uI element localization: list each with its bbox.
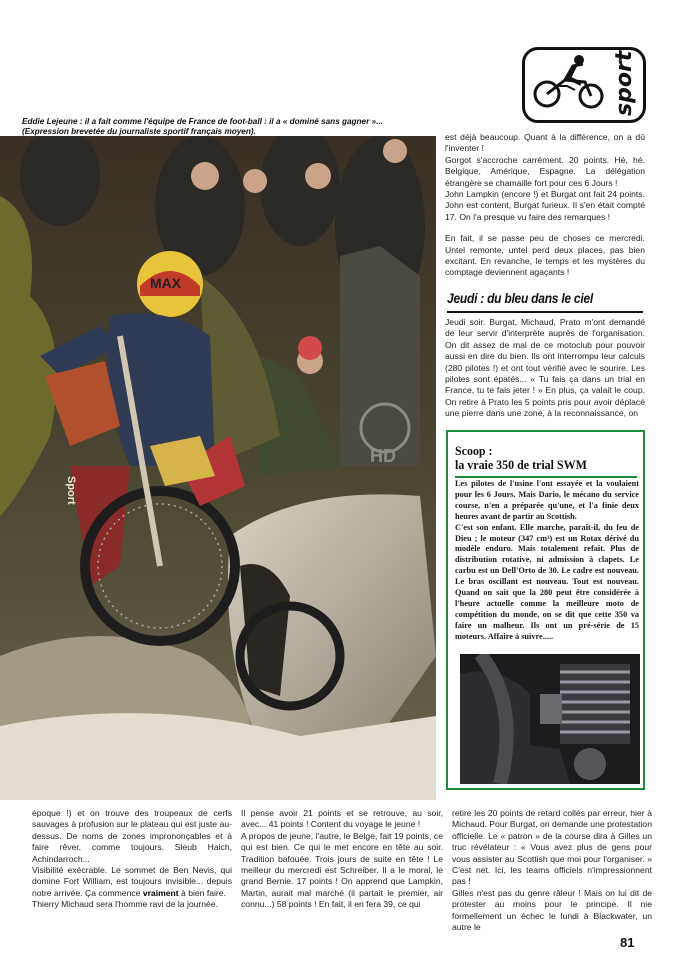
heading-rule — [447, 311, 643, 313]
watermark-logo — [350, 398, 420, 468]
engine-photo — [460, 654, 640, 784]
paragraph: retire les 20 points de retard collés par erreur, hier à Michaud. Pour Burgat, on demande une protestation officielle. Le « patron » de la course dira à Gilles un truc révélateur : « Vous avez plus de gens pour vous assister au Scottish que moi pour l'organiser. » C'est net. Ici, les teams officiels n'impressionnent pas ! — [452, 808, 652, 887]
scoop-title — [455, 444, 625, 471]
right-column-top — [445, 132, 645, 279]
jersey-text: Sport — [65, 476, 77, 505]
paragraph: Jeudi soir. Burgat, Michaud, Prato m'ont demandé de leur servir d'interprète auprès de l'organisation. On dit assez de mal de ce motoclub pour pouvoir aussi en dire du bien. Ils ont interrompu leur calculs (280 pilotes !) et ont tout vérifié avec le sourire. Les pilotes sont épatés... « Tu fais ça dans un trial en France, tu te fais jeter ! » En plus, ça valait le coup. On retire à Prato les 5 points pris pour avoir déplacé une pierre dans une zone, à la reconnaissance, on — [445, 317, 645, 419]
paragraph: C'est son enfant. Elle marche, paraît-il, du feu de Dieu ; le moteur (347 cm³) est un Rotax dérivé du modèle enduro. Mais totalement refait. Plus de distribution rotative, ni admission à clapets. Le carbu est un Dell'Orto de 30. Le cadre est nouveau. Le bras oscillant est nouveau. Tout est nouveau. Quand on sait que la 280 peut être considérée à l'heure actuelle comme la meilleure moto de compétition du monde, on se dit que cette 350 va faire un malheur. Ils ont un pré-série de 15 moteurs. Affaire à suivre..... — [455, 522, 639, 641]
main-photo-trial-rider — [0, 136, 436, 800]
caption-line: (Expression brevetée du journaliste sportif français moyen). — [22, 127, 256, 136]
bottom-column-3 — [452, 808, 652, 933]
paragraph: John Lampkin (encore !) et Burgat ont fait 24 points. John est content, Burgat furieux. Il s'en était compté 17. On l'a presque vu faire des remarques ! — [445, 189, 645, 222]
paragraph: A propos de jeune, l'autre, le Belge, fait 19 points, ce qui est bien. Ce qui le met encore en tête au soir. Tradition bafouée. Trois jours de suite en tête ! Le meilleur du mercredi est Schreiber. Il a le moral, le grand Bernie. 17 points ! On apprend que Lampkin, Martin, aurait mal marché (il partait le premier, air connu...) 58 points ! En fait, il en fera 39, ce qui — [241, 830, 443, 910]
emphasis: vraiment — [142, 887, 179, 898]
paragraph: Les pilotes de l'usine l'ont essayée et la voulaient pour les 6 Jours. Mais Dario, le mécano du service course, n'en a préparée qu'une, et l'a finie deux heures avant de partir au Scottish. — [455, 479, 639, 521]
bottom-column-2 — [241, 808, 443, 911]
scoop-body — [455, 479, 639, 643]
helmet-text: MAX — [150, 275, 182, 291]
bottom-column-1 — [32, 808, 232, 911]
logo-text: sport — [612, 50, 637, 116]
sport-logo — [522, 47, 646, 123]
caption-line: Eddie Lejeune : il a fait comme l'équipe de France de foot-ball : il a « dominé sans gagner »... — [22, 117, 383, 126]
scoop-title-line: la vraie 350 de trial SWM — [455, 456, 587, 472]
paragraph: est déjà beaucoup. Quant à la différence, on a dû l'inventer ! — [445, 132, 645, 154]
paragraph: Thierry Michaud sera l'homme ravi de la journée. — [32, 899, 219, 910]
paragraph: En fait, il se passe peu de choses ce mercredi. Untel remonte, untel perd deux places, pas bien excitant. En revanche, le temps et les mystères du comptage deviennent agaçants ! — [445, 233, 645, 278]
paragraph: Gilles n'est pas du genre râleur ! Mais on lui dit de protester au moins pour le principe. Il nie formellement un échec le lundi à Blackwater, un autre le — [452, 887, 652, 933]
scoop-title-line: Scoop : — [455, 443, 493, 458]
watermark-text: HD — [370, 446, 396, 466]
text-run: Visibilité exécrable. Le sommet de Ben Nevis, qui domine Fort William, est toujours invisible... depuis notre arrivée. Ça commence — [32, 865, 232, 898]
section-heading-jeudi: Jeudi : du bleu dans le ciel — [447, 290, 593, 306]
scoop-rule — [455, 476, 637, 478]
paragraph — [32, 865, 232, 899]
text-run: à bien faire. — [178, 887, 226, 898]
paragraph: Gorgot s'accroche carrément. 20 points. Hé, hé. Belgique, Amérique, Espagne. La délégation étrangère se chamaille fort pour ces 6 Jours ! — [445, 154, 645, 188]
paragraph: époque !) et on trouve des troupeaux de cerfs sauvages à profusion sur le plateau qui est juste au-dessus. De noms de zones imprononçables et à faire rêver, comme toujours. Sleub Haich, Achindarroch... — [32, 808, 232, 864]
right-column-jeudi — [445, 317, 645, 420]
photo-caption — [22, 117, 442, 137]
scoop-box — [446, 430, 645, 790]
paragraph: Il pense avoir 21 points et se retrouve, au soir, avec... 41 points ! Content du voyage le jeune ! — [241, 808, 443, 830]
page-number: 81 — [620, 935, 635, 950]
